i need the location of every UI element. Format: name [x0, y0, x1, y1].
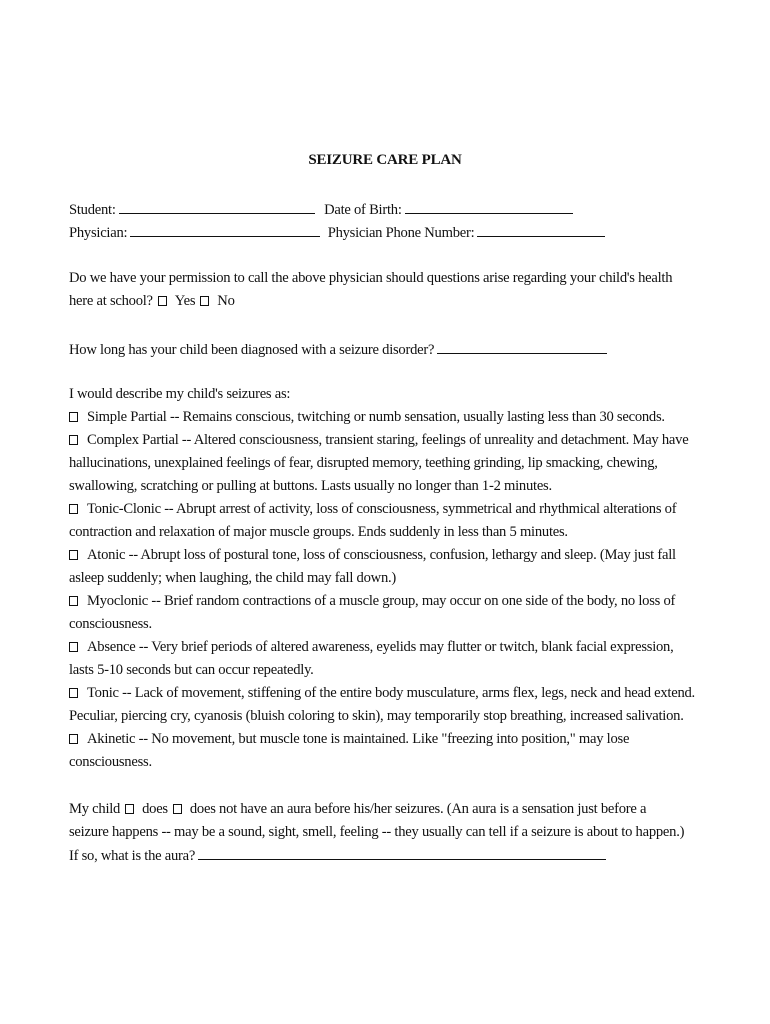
physician-phone-label: Physician Phone Number: [327, 225, 475, 241]
aura-does-label: does [142, 801, 168, 817]
dob-field[interactable] [405, 200, 573, 214]
dob-label: Date of Birth: [324, 202, 402, 218]
yes-checkbox[interactable] [158, 296, 167, 306]
myoclonic-text-2: consciousness. [69, 616, 152, 632]
physician-phone-field[interactable] [477, 223, 605, 237]
seizure-option-simple-partial [69, 408, 665, 426]
aura-description-field[interactable] [198, 846, 606, 860]
absence-text: Absence -- Very brief periods of altered awareness, eyelids may flutter or twitch, blank facial expression, [87, 639, 674, 655]
absence-checkbox[interactable] [69, 642, 78, 652]
tonic-text: Tonic -- Lack of movement, stiffening of the entire body musculature, arms flex, legs, neck and head extend. [87, 685, 695, 701]
student-row [69, 200, 573, 219]
simple-partial-checkbox[interactable] [69, 412, 78, 422]
physician-field[interactable] [130, 223, 320, 237]
tonic-text-2: Peculiar, piercing cry, cyanosis (bluish coloring to skin), may temporarily stop breathing, increased salivation. [69, 708, 684, 724]
describe-intro: I would describe my child's seizures as: [69, 386, 291, 402]
seizure-option-myoclonic [69, 592, 675, 610]
physician-row [69, 223, 605, 242]
akinetic-checkbox[interactable] [69, 734, 78, 744]
seizure-option-complex-partial [69, 431, 688, 449]
page-title: SEIZURE CARE PLAN [308, 152, 462, 168]
aura-question-row [69, 846, 606, 865]
seizure-option-tonic-clonic [69, 500, 676, 518]
simple-partial-text: Simple Partial -- Remains conscious, twitching or numb sensation, usually lasting less than 30 seconds. [87, 409, 665, 425]
permission-question-cont: here at school? [69, 293, 153, 309]
seizure-option-akinetic [69, 730, 629, 748]
akinetic-text: Akinetic -- No movement, but muscle tone is maintained. Like "freezing into position," may lose [87, 731, 630, 747]
aura-question: If so, what is the aura? [69, 848, 196, 864]
aura-does-not-checkbox[interactable] [173, 804, 182, 814]
atonic-text: Atonic -- Abrupt loss of postural tone, loss of consciousness, confusion, lethargy and sleep. (May just fall [87, 547, 676, 563]
tonic-clonic-text-2: contraction and relaxation of major muscle groups. Ends suddenly in less than 5 minutes. [69, 524, 568, 540]
student-label: Student: [69, 202, 116, 218]
diagnosed-question: How long has your child been diagnosed with a seizure disorder? [69, 342, 435, 358]
myoclonic-text: Myoclonic -- Brief random contractions of a muscle group, may occur on one side of the body, no loss of [87, 593, 676, 609]
aura-row [69, 800, 646, 818]
complex-partial-checkbox[interactable] [69, 435, 78, 445]
permission-answer-row [69, 292, 235, 310]
akinetic-text-2: consciousness. [69, 754, 152, 770]
complex-partial-text-3: swallowing, scratching or pulling at buttons. Lasts usually no longer than 1-2 minutes. [69, 478, 552, 494]
physician-label: Physician: [69, 225, 128, 241]
complex-partial-text-2: hallucinations, unexplained feelings of fear, disrupted memory, teething grinding, lip smacking, chewing, [69, 455, 658, 471]
diagnosed-row [69, 340, 607, 359]
complex-partial-text: Complex Partial -- Altered consciousness, transient staring, feelings of unreality and detachment. May have [87, 432, 689, 448]
seizure-option-atonic [69, 546, 676, 564]
aura-explanation: seizure happens -- may be a sound, sight, smell, feeling -- they usually can tell if a seizure is about to happen.) [69, 824, 685, 840]
tonic-clonic-checkbox[interactable] [69, 504, 78, 514]
atonic-checkbox[interactable] [69, 550, 78, 560]
seizure-option-absence [69, 638, 674, 656]
absence-text-2: lasts 5-10 seconds but can occur repeatedly. [69, 662, 314, 678]
my-child-label: My child [69, 801, 121, 817]
aura-does-not-label: does not have an aura before his/her seizures. (An aura is a sensation just before a [189, 801, 647, 817]
student-field[interactable] [119, 200, 315, 214]
no-checkbox[interactable] [200, 296, 209, 306]
atonic-text-2: asleep suddenly; when laughing, the child may fall down.) [69, 570, 397, 586]
aura-does-checkbox[interactable] [125, 804, 134, 814]
no-label: No [217, 293, 235, 309]
myoclonic-checkbox[interactable] [69, 596, 78, 606]
permission-question: Do we have your permission to call the above physician should questions arise regarding your child's health [69, 270, 673, 286]
tonic-checkbox[interactable] [69, 688, 78, 698]
tonic-clonic-text: Tonic-Clonic -- Abrupt arrest of activity, loss of consciousness, symmetrical and rhythmical alterations of [87, 501, 677, 517]
seizure-option-tonic [69, 684, 695, 702]
diagnosed-field[interactable] [437, 340, 607, 354]
yes-label: Yes [174, 293, 196, 309]
